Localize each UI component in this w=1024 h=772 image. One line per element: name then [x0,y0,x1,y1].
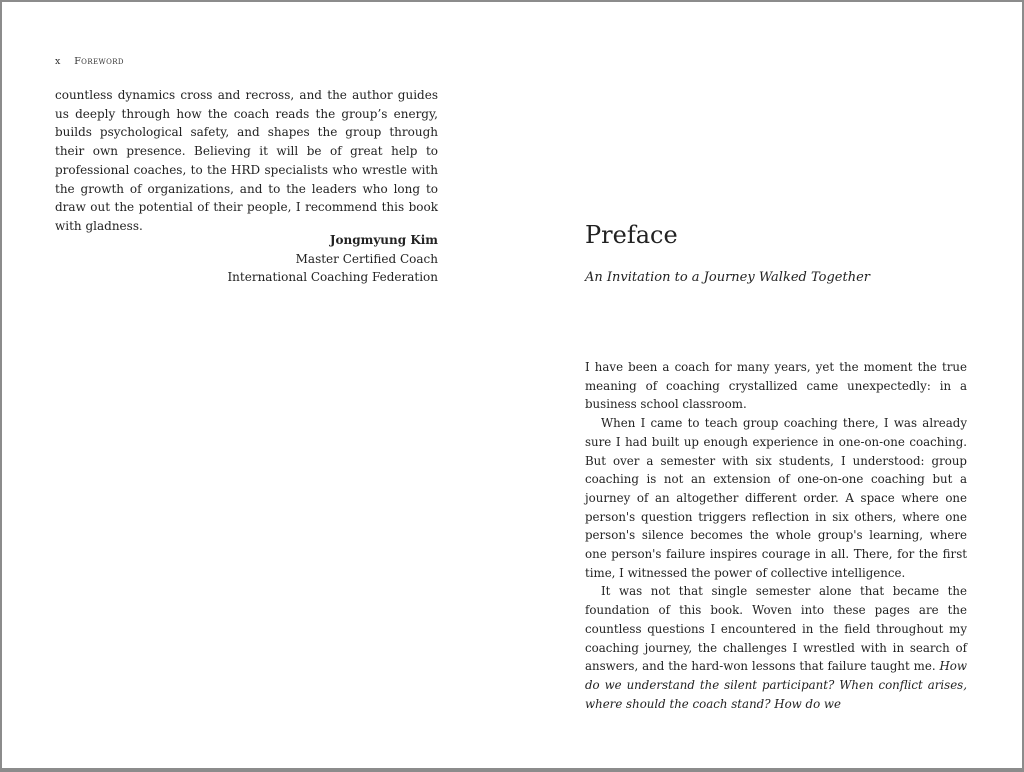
signature-organization: International Coaching Federation [227,270,438,285]
foreword-signature [55,231,438,287]
right-page [512,2,1022,768]
preface-paragraph-3-text: It was not that single semester alone that became the foundation of this book. Woven into these pages are the countless questions I encountered in the field throughout my coaching journey, the challenges I wrestled with in search of answers, and the hard-won lessons that failure taught me. [585,584,967,674]
left-page [2,2,512,768]
running-head-title: Foreword [74,56,124,67]
chapter-subtitle: An Invitation to a Journey Walked Together [585,270,870,285]
preface-paragraph-3 [585,582,967,713]
running-head [55,56,124,67]
foreword-body [55,86,438,236]
signature-name: Jongmyung Kim [329,233,438,247]
preface-paragraph-2: When I came to teach group coaching there, I was already sure I had built up enough experience in one-on-one coaching. But over a semester with six students, I understood: group coaching is not an extension of one-on-one coaching but a journey of an altogether different order. A space where one person's question triggers reflection in six others, where one person's silence becomes the whole group's learning, where one person's failure inspires courage in all. There, for the first time, I witnessed the power of collective intelligence. [585,416,967,580]
signature-title: Master Certified Coach [295,251,438,266]
page-number: x [55,56,61,67]
preface-italic-questions: How do we understand the silent participant? When conflict arises, where should the coach stand? How do we [585,659,967,711]
preface-body [585,358,967,713]
book-spread [2,2,1022,768]
preface-paragraph-1: I have been a coach for many years, yet the moment the true meaning of coaching crystallized came unexpectedly: in a business school classroom. [585,360,967,412]
foreword-paragraph: countless dynamics cross and recross, and the author guides us deeply through how the coach reads the group’s energy, builds psychological safety, and shapes the group through their own presence. Believing it will be of great help to professional coaches, to the HRD specialists who wrestle with the growth of organizations, and to the leaders who long to draw out the potential of their people, I recommend this book with gladness. [55,88,438,233]
chapter-title: Preface [585,221,678,249]
